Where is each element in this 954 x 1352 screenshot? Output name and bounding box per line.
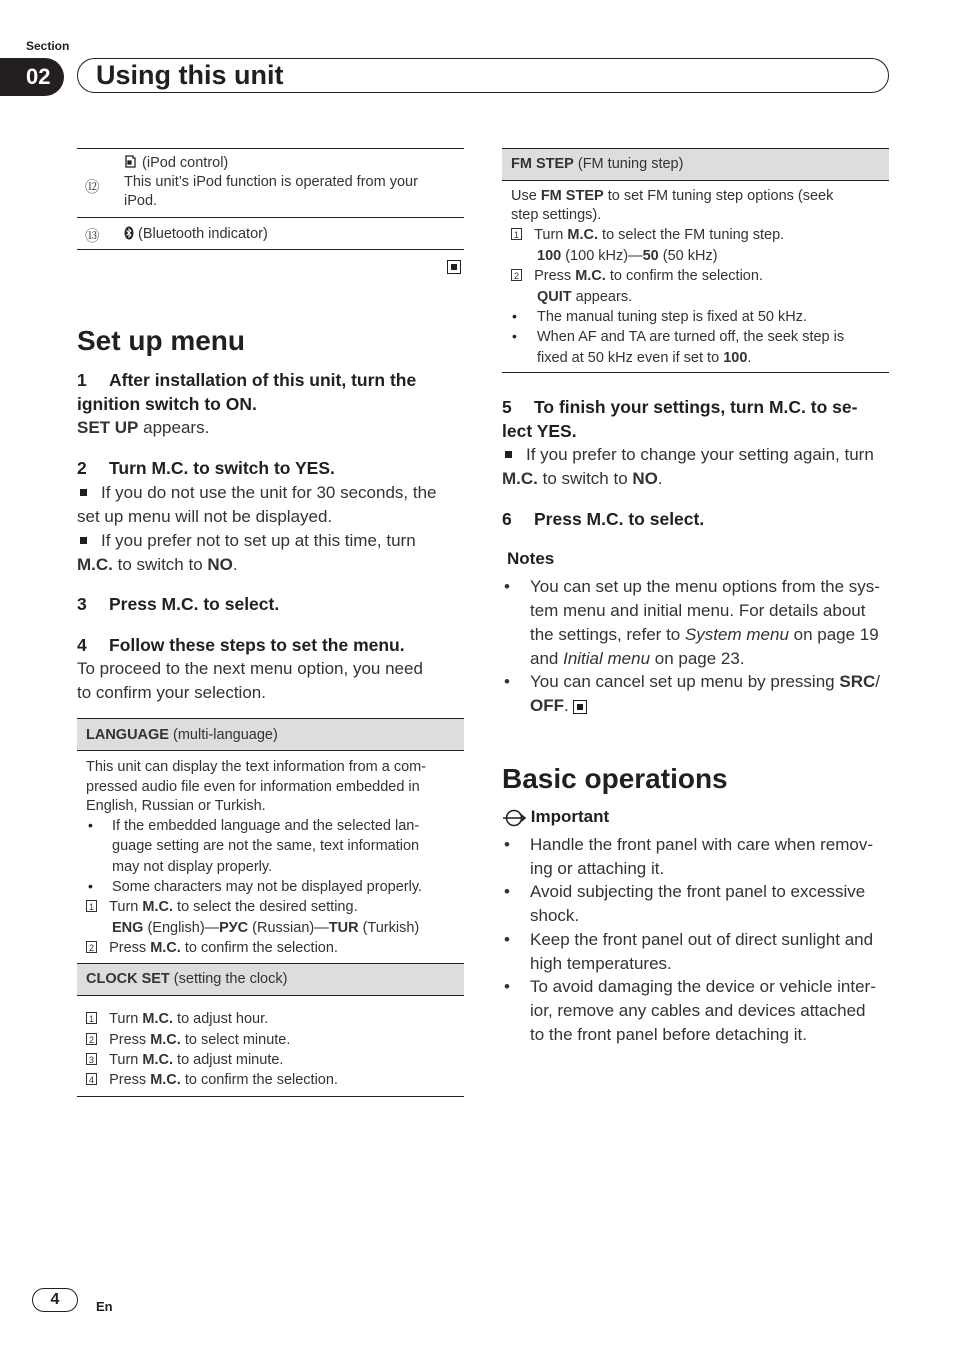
clock-step-2: [86, 1030, 290, 1050]
important-text: Important: [530, 807, 610, 826]
clock-table-header: [77, 963, 464, 996]
step-5-note: [502, 443, 892, 491]
bold-term: OFF: [530, 696, 564, 715]
table-text: Use: [511, 188, 541, 204]
note-text: You can cancel set up menu by pressing: [530, 672, 840, 691]
basic-operations-heading: Basic operations: [502, 763, 728, 794]
step-box-icon: 4: [86, 1073, 97, 1085]
step-6: [502, 507, 704, 531]
step-title: To finish your settings, turn M.C. to se-: [534, 397, 858, 417]
clock-step-3: [86, 1050, 283, 1070]
table-bottom-rule: [502, 372, 889, 373]
step-2: [77, 456, 335, 480]
fm-step-table-header: [502, 148, 889, 181]
page-title: Using this unit: [96, 60, 284, 90]
basic-bullet-2: [504, 880, 894, 928]
step-number: 6: [502, 509, 512, 529]
bullet-icon: •: [504, 977, 510, 996]
step-box-icon: 2: [86, 941, 97, 953]
bold-term: 100: [537, 248, 562, 264]
bullet-icon: •: [88, 878, 93, 894]
note-text: .: [564, 696, 569, 715]
note-text: tem menu and initial menu. For details about: [530, 601, 866, 620]
step-4: [77, 633, 405, 657]
note-text: You can set up the menu options from the sys-: [530, 577, 880, 596]
bold-term: РУС: [219, 920, 249, 936]
system-menu-reference: System menu: [684, 625, 789, 644]
bullet-icon: •: [512, 328, 517, 344]
end-of-section-icon: [573, 700, 587, 714]
row-desc-line: This unit’s iPod function is operated from your: [124, 174, 418, 190]
bold-term: TUR: [328, 920, 359, 936]
note-text: /: [875, 672, 880, 691]
bold-term: M.C.: [77, 555, 113, 574]
table-row-rule: [77, 217, 464, 218]
bold-term: ENG: [112, 920, 144, 936]
fm-step-2: [511, 266, 763, 286]
ipod-control-icon: [124, 155, 138, 168]
bold-term: M.C.: [150, 940, 181, 956]
note-text: to switch to: [112, 555, 208, 574]
table-text: guage setting are not the same, text information: [112, 838, 420, 854]
important-icon: [502, 809, 526, 827]
table-text: Press: [109, 1072, 151, 1088]
bold-term: M.C.: [142, 1052, 174, 1068]
step-2-note-1: [77, 481, 467, 529]
initial-menu-reference: Initial menu: [563, 649, 651, 668]
table-text: Turn: [109, 1052, 143, 1068]
bullet-icon: •: [504, 930, 510, 949]
step-title-cont: lect YES.: [502, 421, 577, 441]
table-text: to select the FM tuning step.: [598, 227, 785, 243]
table-text: The manual tuning step is fixed at 50 kHz.: [537, 309, 808, 325]
body-text: to confirm your selection.: [77, 683, 266, 702]
step-title: After installation of this unit, turn the: [109, 370, 417, 390]
note-text: If you do not use the unit for 30 seconds, the: [101, 483, 437, 502]
note-2: [504, 670, 894, 718]
step-5: [502, 395, 857, 443]
table-header-text: (setting the clock): [169, 971, 288, 987]
note-text: on page 23.: [650, 649, 745, 668]
table-text: Turn: [109, 1011, 143, 1027]
table-text: Turn: [109, 899, 143, 915]
table-text: When AF and TA are turned off, the seek step is: [537, 329, 845, 345]
table-text: (100 kHz)—: [561, 248, 643, 264]
bold-term: M.C.: [567, 227, 599, 243]
table-text: Some characters may not be displayed properly.: [112, 879, 423, 895]
table-header-term: CLOCK SET: [86, 971, 170, 987]
table-text: to select minute.: [180, 1032, 291, 1048]
language-code: En: [96, 1299, 113, 1314]
note-text: If you prefer to change your setting again, turn: [526, 445, 874, 464]
table-text: Turn: [534, 227, 568, 243]
note-text: on page 19: [788, 625, 879, 644]
fm-step-1: [511, 225, 784, 245]
table-text: (50 kHz): [658, 248, 718, 264]
step-number: 4: [77, 635, 87, 655]
note-text: to the front panel before detaching it.: [530, 1025, 807, 1044]
step-number: 5: [502, 397, 512, 417]
table-row-13: [77, 225, 464, 247]
bold-term: SET UP: [77, 418, 139, 437]
table-text: appears.: [571, 289, 633, 305]
step-title-cont: ignition switch to ON.: [77, 394, 257, 414]
bullet-icon: •: [504, 882, 510, 901]
table-text: to confirm the selection.: [605, 268, 763, 284]
clock-step-1: [86, 1009, 268, 1029]
note-text: set up menu will not be displayed.: [77, 507, 333, 526]
table-text: Press: [534, 268, 576, 284]
note-text: ing or attaching it.: [530, 859, 665, 878]
step-2-note-2: [77, 529, 467, 577]
bluetooth-icon: [124, 226, 134, 240]
basic-bullet-1: [504, 833, 894, 881]
bullet-icon: •: [512, 308, 517, 324]
table-text: to adjust hour.: [173, 1011, 269, 1027]
end-of-section-icon: [447, 260, 461, 274]
note-text: Avoid subjecting the front panel to excessive: [530, 882, 866, 901]
step-number: 3: [77, 594, 87, 614]
step-1-body: [77, 416, 209, 440]
section-label: Section: [26, 39, 70, 53]
square-bullet-icon: [80, 489, 87, 496]
bold-term: 50: [642, 248, 659, 264]
important-label: [502, 807, 609, 827]
square-bullet-icon: [80, 537, 87, 544]
table-header-text: (FM tuning step): [573, 156, 684, 172]
table-text: to select the desired setting.: [173, 899, 358, 915]
step-box-icon: 1: [511, 228, 522, 240]
basic-bullet-3: [504, 928, 894, 976]
step-box-icon: 3: [86, 1053, 97, 1065]
row-number: ⑬: [85, 229, 100, 245]
step-3: [77, 592, 279, 616]
step-1: [77, 368, 416, 416]
language-step-2: [86, 938, 338, 958]
fm-note-2-cont: [537, 348, 751, 368]
notes-heading: Notes: [507, 549, 555, 568]
bullet-icon: •: [504, 835, 510, 854]
fm-quit-line: [537, 287, 632, 307]
table-header-term: FM STEP: [511, 156, 574, 172]
bold-term: 100: [723, 350, 748, 366]
table-text: English, Russian or Turkish.: [86, 798, 266, 814]
step-title: Turn M.C. to switch to YES.: [109, 458, 335, 478]
step-number: 1: [77, 370, 87, 390]
table-header-term: LANGUAGE: [86, 727, 169, 743]
bold-term: M.C.: [142, 899, 174, 915]
bold-term: M.C.: [142, 1011, 174, 1027]
bullet-icon: •: [504, 577, 510, 596]
bold-term: NO: [632, 469, 658, 488]
fm-desc-1: [511, 186, 833, 206]
bold-term: M.C.: [150, 1032, 181, 1048]
table-text: This unit can display the text information from a com-: [86, 759, 427, 775]
note-text: and: [530, 649, 564, 668]
row-text: [124, 154, 454, 211]
row-number: ⑫: [85, 180, 100, 196]
table-text: pressed audio file even for information embedded in: [86, 779, 420, 795]
clock-step-4: [86, 1070, 338, 1090]
page-number: 4: [32, 1288, 78, 1312]
step-title: Press M.C. to select.: [109, 594, 280, 614]
language-table-header: [77, 718, 464, 751]
step-box-icon: 1: [86, 1012, 97, 1024]
bold-term: M.C.: [502, 469, 538, 488]
square-bullet-icon: [505, 451, 512, 458]
table-bottom-rule: [77, 1096, 464, 1097]
note-text: Handle the front panel with care when remov-: [530, 835, 874, 854]
bold-term: FM STEP: [540, 188, 604, 204]
language-step-1: [86, 897, 358, 917]
section-number-badge: 02: [0, 58, 64, 96]
note-text: .: [657, 469, 663, 488]
body-text: To proceed to the next menu option, you need: [77, 659, 423, 678]
table-text: to confirm the selection.: [180, 1072, 338, 1088]
note-text: shock.: [530, 906, 580, 925]
table-top-rule: [77, 148, 464, 149]
bold-term: M.C.: [575, 268, 606, 284]
step-title: Press M.C. to select.: [534, 509, 705, 529]
step-box-icon: 2: [511, 269, 522, 281]
table-header-text: (multi-language): [168, 727, 278, 743]
bold-term: QUIT: [537, 289, 572, 305]
table-text: (English)—: [143, 920, 220, 936]
table-text: Press: [109, 1032, 151, 1048]
language-options: [112, 918, 419, 938]
table-text: fixed at 50 kHz even if set to: [537, 350, 724, 366]
basic-bullet-4: [504, 975, 894, 1047]
table-bottom-rule: [77, 249, 464, 250]
fm-options: [537, 246, 718, 266]
bold-term: NO: [207, 555, 233, 574]
note-text: To avoid damaging the device or vehicle inter-: [530, 977, 876, 996]
row-desc-line: iPod.: [124, 193, 158, 209]
table-text: to confirm the selection.: [180, 940, 338, 956]
step-box-icon: 2: [86, 1033, 97, 1045]
note-text: Keep the front panel out of direct sunlight and: [530, 930, 874, 949]
page-title-frame: [77, 58, 889, 93]
table-text: may not display properly.: [112, 859, 273, 875]
body-text: appears.: [138, 418, 210, 437]
note-text: high temperatures.: [530, 954, 672, 973]
note-text: If you prefer not to set up at this time, turn: [101, 531, 416, 550]
bold-term: M.C.: [150, 1072, 181, 1088]
bluetooth-label: (Bluetooth indicator): [138, 226, 268, 242]
table-text: (Russian)—: [248, 920, 329, 936]
table-text: .: [747, 350, 752, 366]
ipod-control-label: (iPod control): [142, 155, 229, 171]
step-4-body: [77, 657, 423, 705]
setup-menu-heading: Set up menu: [77, 325, 246, 356]
step-box-icon: 1: [86, 900, 97, 912]
note-text: ior, remove any cables and devices attached: [530, 1001, 866, 1020]
table-text: to adjust minute.: [173, 1052, 284, 1068]
bullet-icon: •: [504, 672, 510, 691]
row-text: [124, 225, 454, 244]
note-text: .: [232, 555, 238, 574]
table-text: to set FM tuning step options (seek: [603, 188, 834, 204]
note-text: the settings, refer to: [530, 625, 685, 644]
table-text: step settings).: [511, 207, 602, 223]
bullet-icon: •: [88, 817, 93, 833]
step-number: 2: [77, 458, 87, 478]
table-text: If the embedded language and the selected lan-: [112, 818, 420, 834]
step-title: Follow these steps to set the menu.: [109, 635, 405, 655]
table-row-12: [77, 154, 464, 214]
note-1: [504, 575, 894, 671]
note-text: to switch to: [537, 469, 633, 488]
table-text: (Turkish): [358, 920, 420, 936]
table-text: Press: [109, 940, 151, 956]
bold-term: SRC: [839, 672, 876, 691]
